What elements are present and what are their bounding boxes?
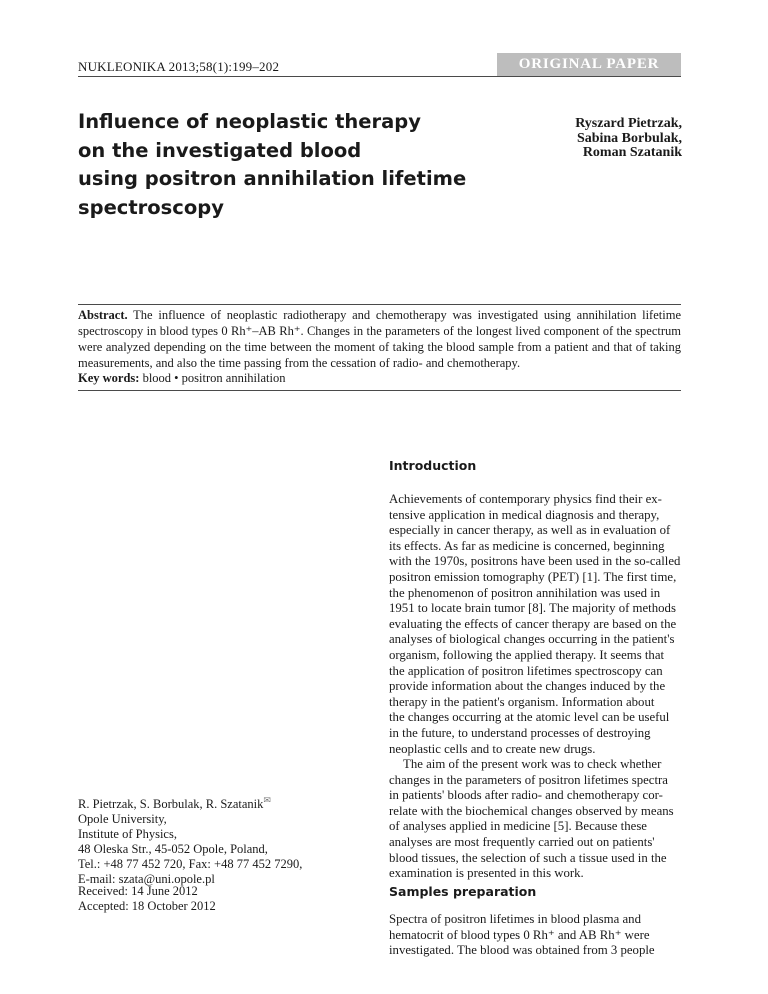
keywords [78,370,681,386]
envelope-icon: ✉ [263,795,271,805]
text-line: in the future, to understand processes of destroying [389,725,651,740]
text-line: Achievements of contemporary physics find their ex- [389,492,662,506]
text-line: positron emission tomography (PET) [1]. The first time, [389,569,677,584]
affiliation-block [78,793,358,887]
text-line: Spectra of positron lifetimes in blood plasma and [389,912,641,926]
text-line: the changes occurring at the atomic level can be useful [389,710,670,725]
text-line: tensive application in medical diagnosis and therapy, [389,507,660,522]
dates-block [78,884,358,914]
text-line: analyses of biological changes occurring in the patient's [389,632,675,647]
text-line: hematocrit of blood types 0 Rh⁺ and AB Rh⁺ were [389,927,650,942]
abstract-text: The influence of neoplastic radiotherapy and chemotherapy was investigated using annihilation lifetime spectroscopy in blood types 0 Rh⁺–AB Rh⁺. Changes in the parameters of the longest lived component of the spectrum were analyzed depending on the time between the moment of taking the blood sample from a patient and that of taking measurements, and also the time passing from the cessation of radio- and chemotherapy. [78,308,681,370]
header-rule [78,76,681,77]
affiliation-line: Opole University, [78,812,167,827]
title-line: spectroscopy [78,195,224,219]
text-line: of analyses applied in medicine [5]. Because these [389,819,647,834]
title-line: using positron annihilation lifetime [78,167,467,190]
samples-heading: Samples preparation [389,884,537,899]
affiliation-line: Tel.: +48 77 452 720, Fax: +48 77 452 7290, [78,857,303,872]
author-name: Roman Szatanik [582,145,682,160]
received-date: Received: 14 June 2012 [78,884,198,898]
author-name: Ryszard Pietrzak, [575,116,682,131]
affiliation-line: 48 Oleska Str., 45-052 Opole, Poland, [78,842,268,857]
affiliation-authors-text: R. Pietrzak, S. Borbulak, R. Szatanik [78,797,264,812]
text-line: relate with the biochemical changes observed by means [389,803,674,818]
title-line: Influence of neoplastic therapy [78,110,421,133]
text-line: examination is presented in this work. [389,866,584,881]
text-line: its effects. As far as medicine is concerned, beginning [389,538,665,553]
paper-title [78,108,467,222]
text-line: The aim of the present work was to check whether [403,757,662,772]
introduction-paragraph-1 [389,492,681,882]
keywords-text: blood • positron annihilation [142,371,286,385]
text-line: 1951 to locate brain tumor [8]. The majority of methods [389,601,676,616]
text-line: therapy in the patient's organism. Information about [389,694,655,709]
text-line: analyses are most frequently carried out on patients' [389,835,655,850]
author-list [500,117,682,161]
abstract-bottom-rule [78,390,681,391]
text-line: blood tissues, the selection of such a tissue used in the [389,850,667,865]
affiliation-authors [78,793,358,812]
paper-type-badge: ORIGINAL PAPER [497,53,681,76]
text-line: the application of positron lifetimes spectroscopy can [389,663,663,678]
title-line: on the investigated blood [78,138,362,162]
journal-reference: NUKLEONIKA 2013;58(1):199–202 [78,59,280,74]
author-name: Sabina Borbulak, [576,130,682,146]
text-line: with the 1970s, positrons have been used in the so-called [389,554,681,569]
samples-paragraph [389,912,681,959]
text-line: organism, following the applied therapy. It seems that [389,647,665,662]
keywords-label: Key words: [78,371,140,385]
affiliation-email[interactable]: E-mail: szata@uni.opole.pl [78,872,215,887]
affiliation-line: Institute of Physics, [78,827,177,842]
abstract-label: Abstract. [78,308,128,322]
text-line: especially in cancer therapy, as well as in evaluation of [389,523,671,538]
text-line: neoplastic cells and to create new drugs. [389,741,596,756]
abstract-top-rule [78,304,681,305]
text-line: evaluating the effects of cancer therapy are based on the [389,616,677,631]
text-line: changes in the parameters of positron lifetimes spectra [389,772,668,787]
abstract [78,307,681,371]
introduction-heading: Introduction [389,458,477,473]
text-line: provide information about the changes induced by the [389,679,666,694]
accepted-date: Accepted: 18 October 2012 [78,899,216,913]
text-line: the phenomenon of positron annihilation was used in [389,585,661,600]
text-line: in patients' bloods after radio- and chemotherapy cor- [389,788,663,803]
text-line: investigated. The blood was obtained from 3 people [389,943,655,958]
